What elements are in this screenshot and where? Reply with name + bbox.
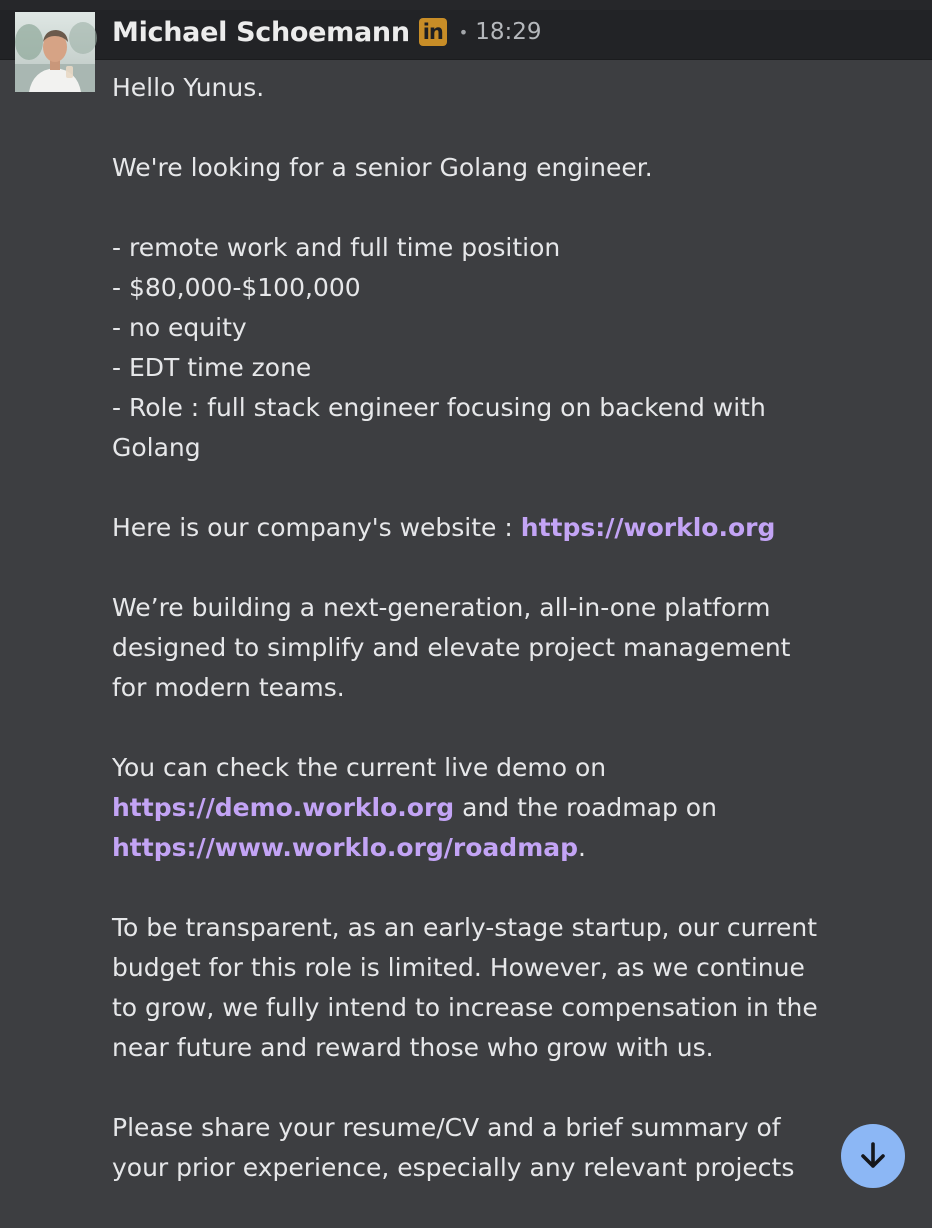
author-name[interactable]: Michael Schoemann	[112, 16, 410, 48]
list-item: - remote work and full time position	[112, 233, 561, 262]
message-timestamp: 18:29	[475, 19, 542, 45]
list-item: - no equity	[112, 313, 247, 342]
scroll-to-bottom-button[interactable]	[841, 1124, 905, 1188]
list-item: - Role : full stack engineer focusing on backend with Golang	[112, 393, 766, 462]
demo-link[interactable]: https://demo.worklo.org	[112, 793, 455, 822]
website-link[interactable]: https://worklo.org	[520, 513, 776, 542]
arrow-down-icon	[859, 1141, 887, 1171]
linkedin-icon[interactable]: in	[419, 18, 447, 46]
demo-prefix: You can check the current live demo on	[112, 753, 607, 782]
avatar-photo	[15, 12, 95, 92]
previous-message-cutoff	[0, 0, 932, 10]
transparency-text: To be transparent, as an early-stage startup, our current budget for this role is limited. However, as we continue to grow, we fully intend to increase compensation in the near future and reward those who grow with us.	[112, 913, 818, 1062]
list-item: - $80,000-$100,000	[112, 273, 361, 302]
message-body	[112, 68, 832, 1228]
about-text: We’re building a next-generation, all-in-one platform designed to simplify and elevate project management for modern teams.	[112, 593, 791, 702]
website-prefix: Here is our company's website :	[112, 513, 521, 542]
roadmap-suffix: .	[578, 833, 586, 862]
message-author-row	[112, 14, 542, 50]
demo-paragraph	[112, 748, 832, 868]
intro-text: We're looking for a senior Golang engineer.	[112, 153, 653, 182]
roadmap-link[interactable]: https://www.worklo.org/roadmap	[112, 833, 579, 862]
greeting-text: Hello Yunus.	[112, 73, 265, 102]
website-paragraph	[112, 508, 832, 548]
roadmap-prefix: and the roadmap on	[454, 793, 717, 822]
list-item: - EDT time zone	[112, 353, 312, 382]
share-text: Please share your resume/CV and a brief summary of your prior experience, especially any relevant projects	[112, 1113, 795, 1182]
requirements-list	[112, 228, 832, 468]
separator-dot: •	[458, 22, 469, 42]
avatar[interactable]	[15, 12, 95, 92]
